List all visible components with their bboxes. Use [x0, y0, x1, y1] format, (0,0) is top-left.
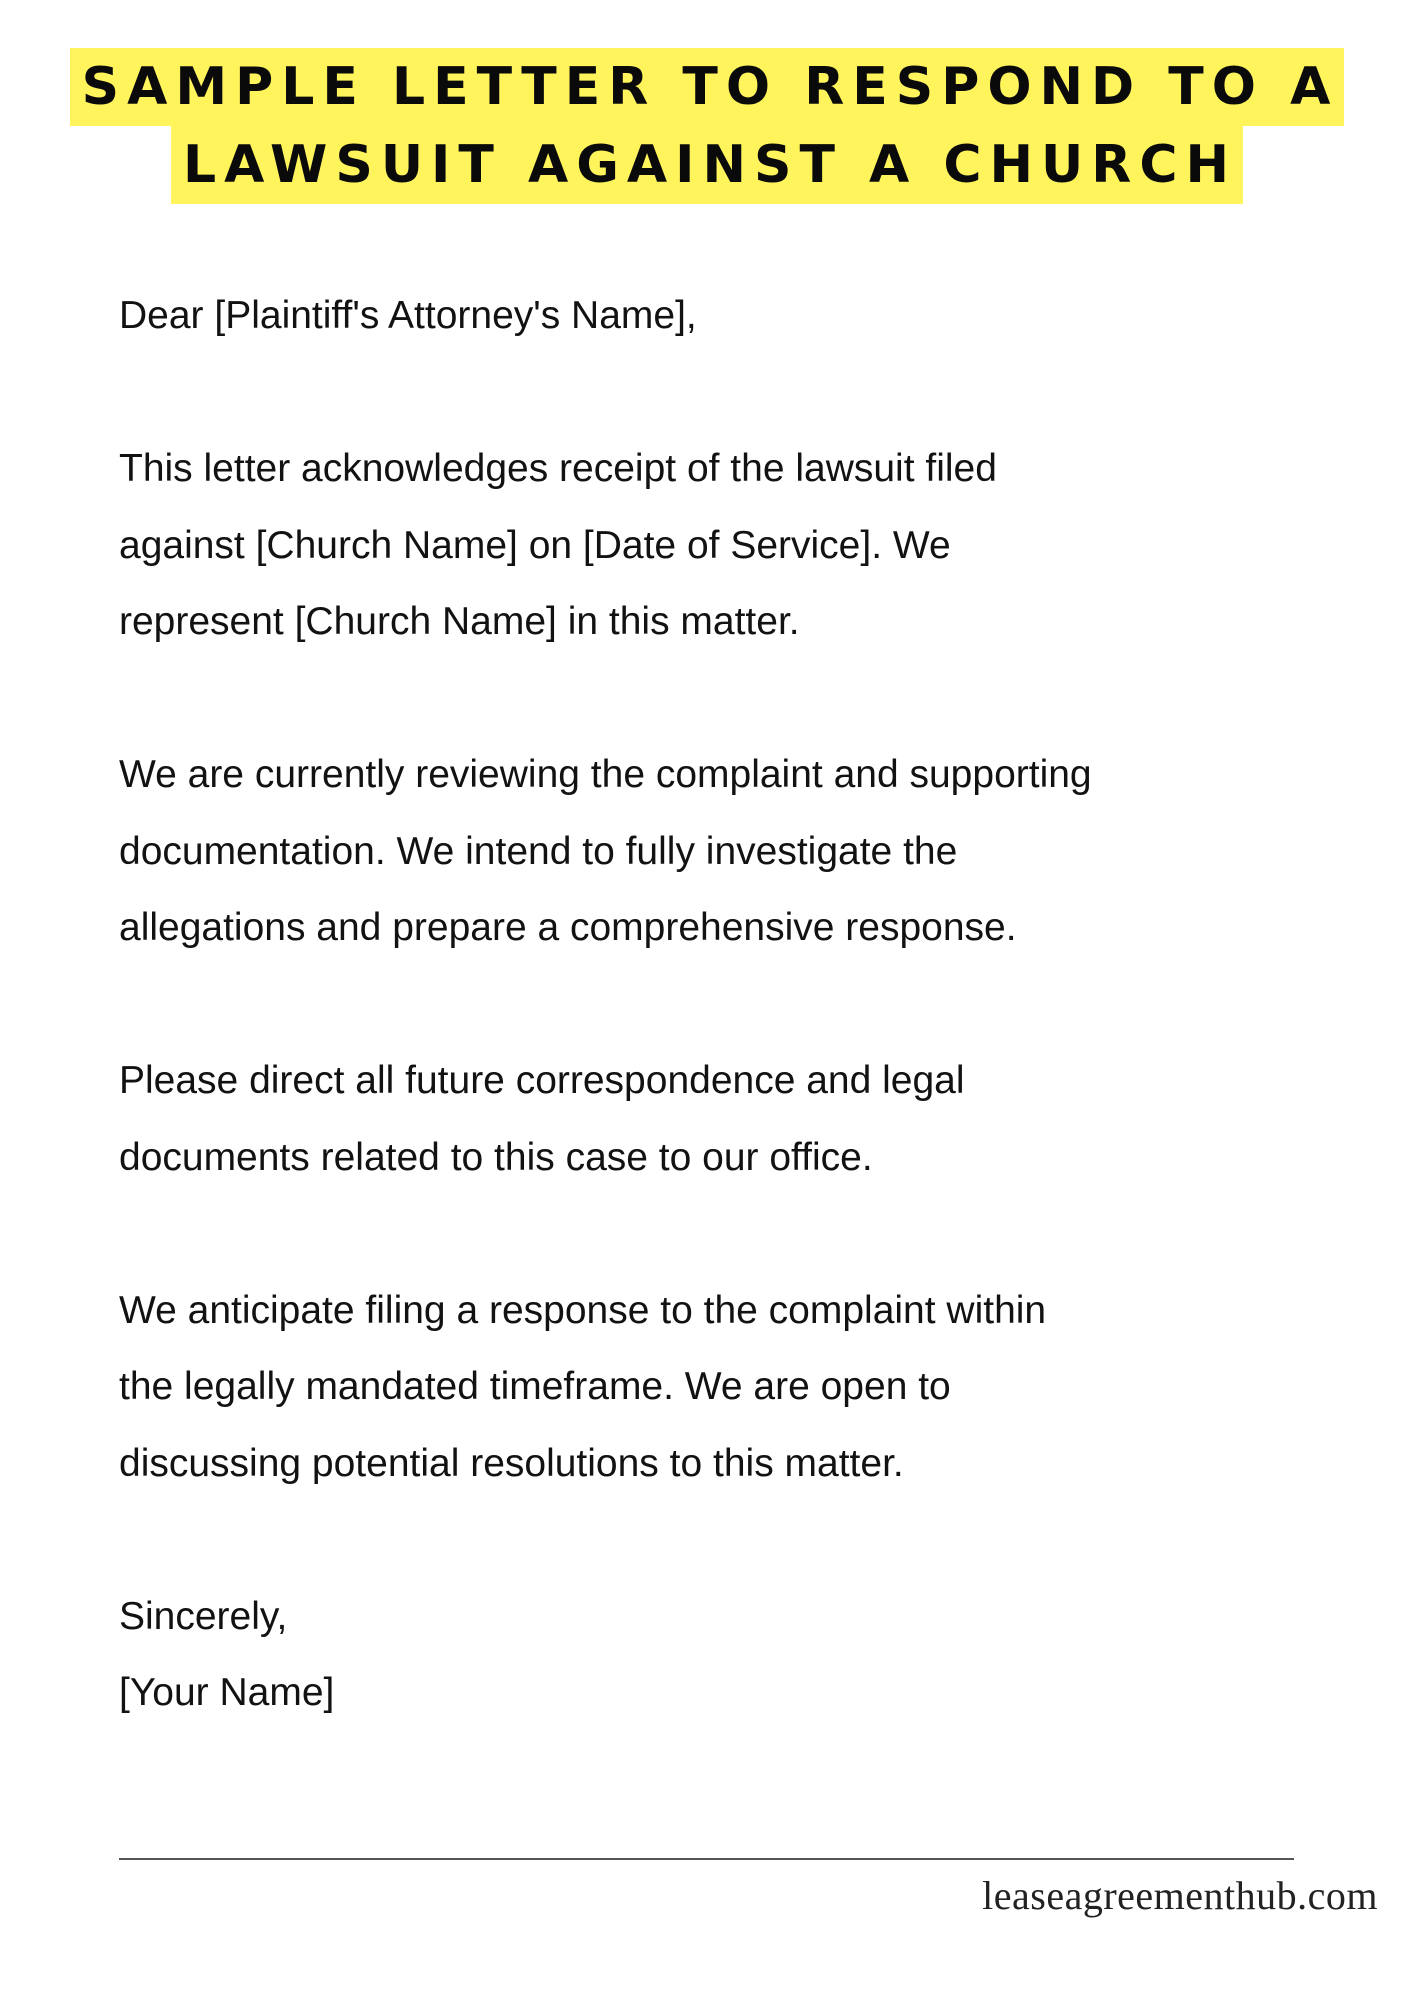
paragraph-line: We are currently reviewing the complaint and supporting [119, 753, 1092, 796]
page-title [0, 48, 1414, 204]
paragraph-line: discussing potential resolutions to this matter. [119, 1441, 904, 1485]
paragraph-review [119, 737, 1359, 967]
paragraph-line: documents related to this case to our office. [119, 1135, 873, 1179]
paragraph-correspondence [119, 1043, 1359, 1196]
paragraph-line: represent [Church Name] in this matter. [119, 600, 800, 643]
footer-website: leaseagreementhub.com [982, 1873, 1378, 1918]
paragraph-line: documentation. We intend to fully investigate the [119, 829, 958, 873]
title-line-2: LAWSUIT AGAINST A CHURCH [171, 126, 1243, 204]
footer-divider [119, 1858, 1294, 1860]
salutation: Dear [Plaintiff's Attorney's Name], [119, 294, 697, 337]
paragraph-line: against [Church Name] on [Date of Service]. We [119, 523, 951, 567]
paragraph-response [119, 1273, 1359, 1503]
paragraph-receipt [119, 431, 1359, 661]
letter-body [119, 278, 1359, 1732]
closing: Sincerely, [119, 1594, 288, 1638]
paragraph-line: We anticipate filing a response to the complaint within [119, 1288, 1047, 1332]
paragraph-line: allegations and prepare a comprehensive response. [119, 906, 1017, 949]
title-line-1: SAMPLE LETTER TO RESPOND TO A [70, 48, 1345, 126]
paragraph-line: This letter acknowledges receipt of the lawsuit filed [119, 447, 997, 490]
paragraph-line: the legally mandated timeframe. We are open to [119, 1365, 951, 1408]
paragraph-line: Please direct all future correspondence and legal [119, 1059, 965, 1102]
signature: [Your Name] [119, 1671, 335, 1714]
